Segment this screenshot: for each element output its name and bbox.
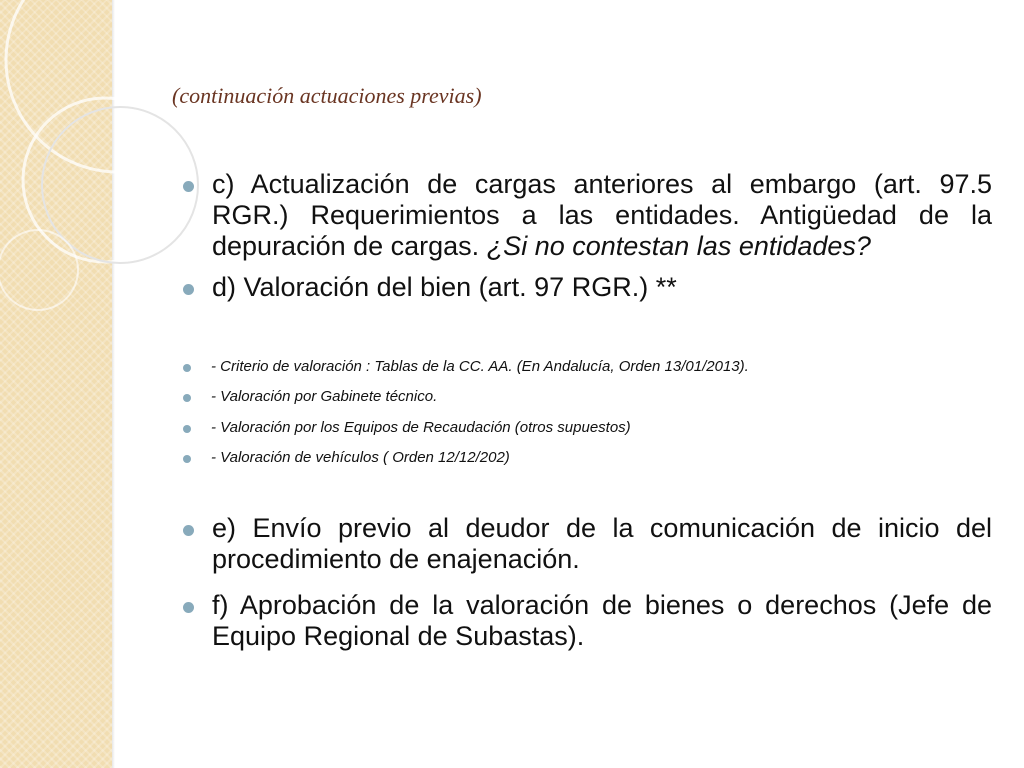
sub-bullet-dot-1 bbox=[183, 364, 191, 372]
sub-bullet-2: - Valoración por Gabinete técnico. bbox=[211, 388, 438, 405]
bullet-d-text: d) Valoración del bien (art. 97 RGR.) ** bbox=[212, 272, 677, 302]
sub-bullet-4: - Valoración de vehículos ( Orden 12/12/202) bbox=[211, 449, 510, 466]
sub-bullet-3: - Valoración por los Equipos de Recaudación (otros supuestos) bbox=[211, 419, 631, 436]
bullet-dot-d bbox=[183, 284, 194, 295]
bullet-d bbox=[212, 272, 992, 303]
sub-bullet-dot-4 bbox=[183, 455, 191, 463]
slide-title: (continuación actuaciones previas) bbox=[172, 83, 482, 108]
sub-bullet-dot-3 bbox=[183, 425, 191, 433]
bullet-f: f) Aprobación de la valoración de bienes o derechos (Jefe de Equipo Regional de Subastas). bbox=[212, 590, 992, 651]
bullet-c-italic: ¿Si no contestan las entidades? bbox=[486, 231, 871, 261]
bullet-dot-f bbox=[183, 602, 194, 613]
bullet-c-text: c) Actualización de cargas anteriores al embargo (art. 97.5 RGR.) Requerimientos a las entidades. Antigüedad de la depuración de cargas. bbox=[212, 169, 992, 261]
bullet-c bbox=[212, 169, 992, 262]
bullet-dot-c bbox=[183, 181, 194, 192]
bullet-e: e) Envío previo al deudor de la comunicación de inicio del procedimiento de enajenación. bbox=[212, 513, 992, 574]
sub-bullet-dot-2 bbox=[183, 394, 191, 402]
sub-bullet-1: - Criterio de valoración : Tablas de la CC. AA. (En Andalucía, Orden 13/01/2013). bbox=[211, 358, 749, 375]
bullet-dot-e bbox=[183, 525, 194, 536]
